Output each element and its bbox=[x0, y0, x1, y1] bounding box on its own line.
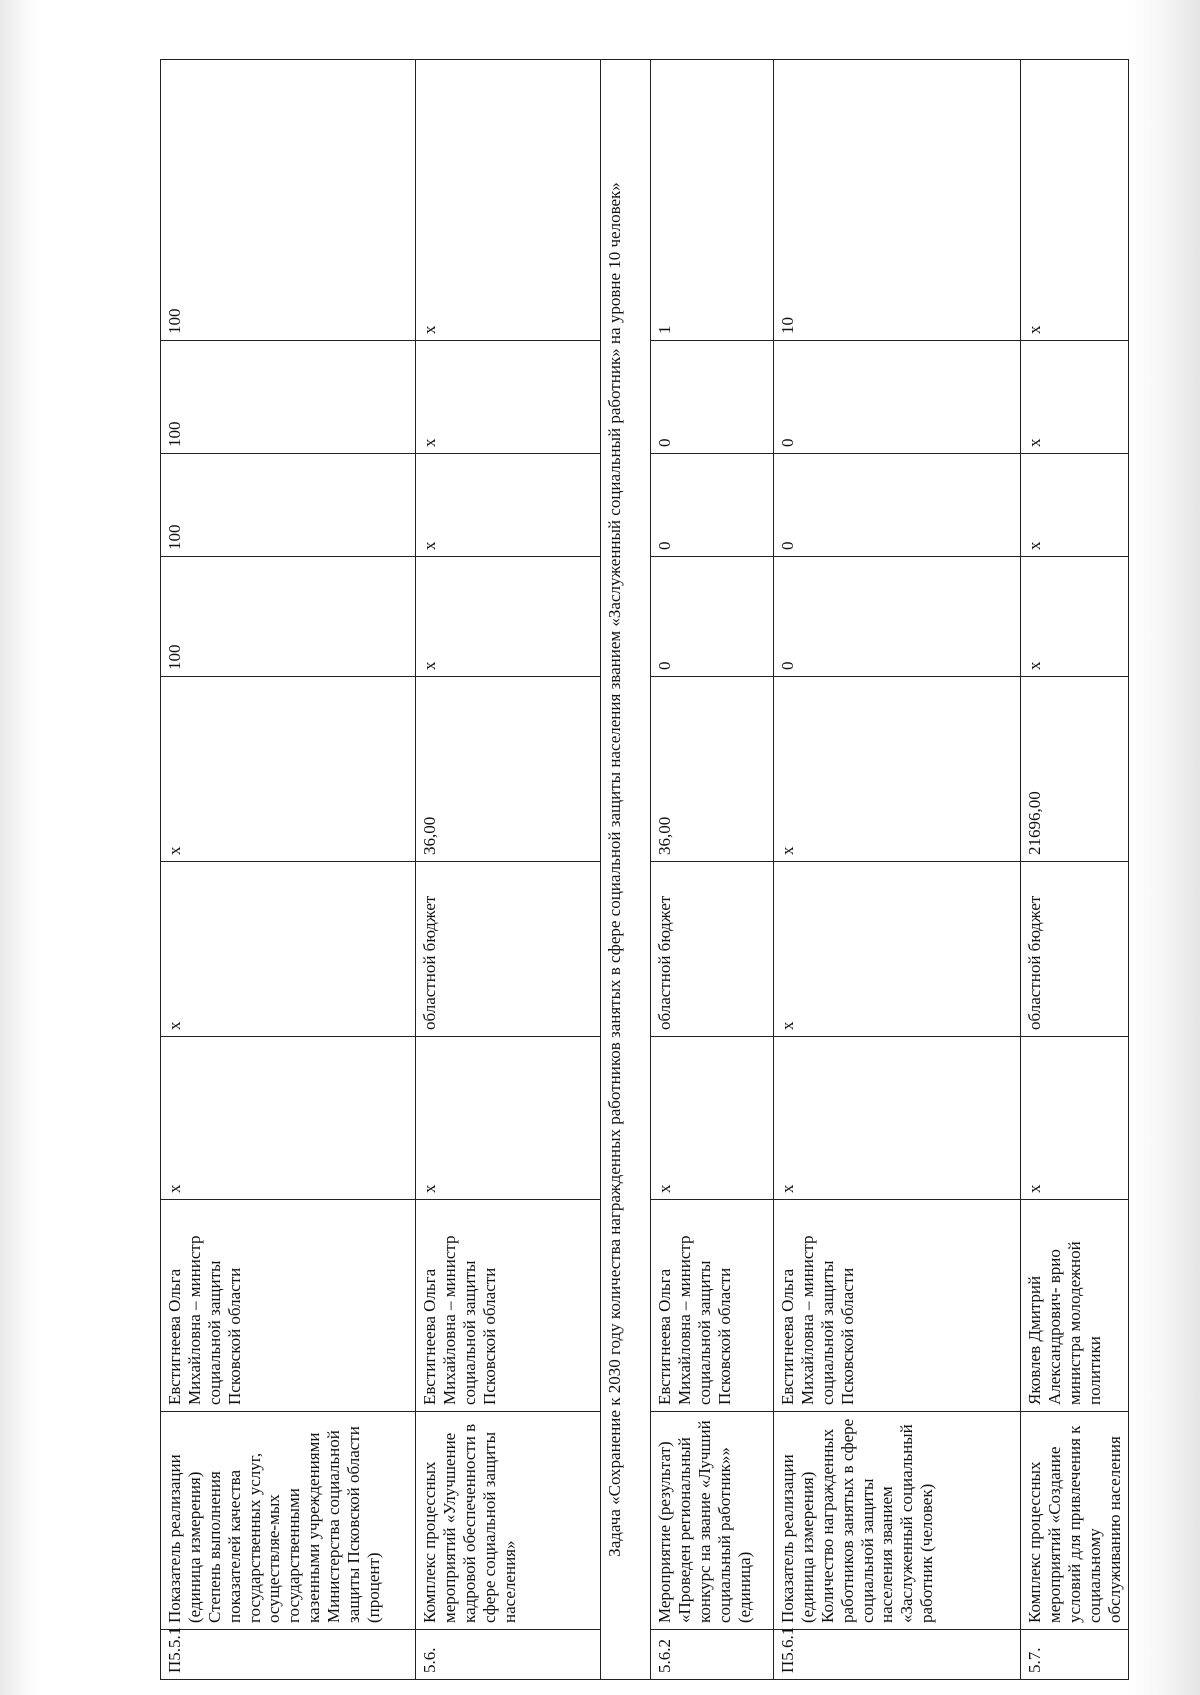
cell-value-4: х bbox=[1021, 60, 1129, 341]
row-number: 5.6.2 bbox=[651, 1630, 774, 1680]
cell-value-3: х bbox=[416, 341, 601, 454]
cell-value-3: 0 bbox=[651, 341, 774, 454]
row-number: 5.6. bbox=[416, 1630, 601, 1680]
cell-value-2: 0 bbox=[774, 454, 1021, 557]
table-row bbox=[1021, 60, 1129, 1680]
table-row bbox=[416, 60, 601, 1680]
table-row bbox=[161, 60, 416, 1680]
row-title: Комплекс процессных мероприятий «Создание условий для привлечения к социальному обслуживанию населения bbox=[1021, 1412, 1129, 1630]
scan-shadow-right bbox=[1130, 0, 1200, 1695]
cell-value-3: х bbox=[1021, 341, 1129, 454]
scan-shadow-left bbox=[0, 0, 40, 1695]
cell-funding-source: х bbox=[161, 862, 416, 1037]
cell-value-1: х bbox=[1021, 557, 1129, 677]
cell-value-3: 100 bbox=[161, 341, 416, 454]
cell-value-1: 0 bbox=[774, 557, 1021, 677]
cell-amount: 36,00 bbox=[651, 677, 774, 862]
row-number: П5.6.1 bbox=[774, 1630, 1021, 1680]
cell-col4: х bbox=[161, 1037, 416, 1200]
cell-value-1: 100 bbox=[161, 557, 416, 677]
cell-amount: 21696,00 bbox=[1021, 677, 1129, 862]
cell-value-1: 0 bbox=[651, 557, 774, 677]
cell-value-2: 100 bbox=[161, 454, 416, 557]
cell-col4: х bbox=[651, 1037, 774, 1200]
responsible-person: Евстигнеева Ольга Михайловна – министр социальной защиты Псковской области bbox=[161, 1200, 416, 1412]
task-heading: Задача «Сохранение к 2030 году количества награжденных работников занятых в сфере социальной защиты населения званием «Заслуженный социальный работник» на уровне 10 человек» bbox=[601, 60, 651, 1680]
table-row bbox=[651, 60, 774, 1680]
cell-col4: х bbox=[1021, 1037, 1129, 1200]
cell-amount: 36,00 bbox=[416, 677, 601, 862]
cell-value-2: х bbox=[416, 454, 601, 557]
cell-amount: х bbox=[161, 677, 416, 862]
cell-funding-source: областной бюджет bbox=[416, 862, 601, 1037]
rotated-table-page bbox=[160, 60, 1124, 1680]
cell-col4: х bbox=[416, 1037, 601, 1200]
cell-value-4: 100 bbox=[161, 60, 416, 341]
row-title: Показатель реализации (единица измерения) Количество награжденных работников занятых в сфере социальной защиты населения званием «Заслуженный социальный работник (человек) bbox=[774, 1412, 1021, 1630]
cell-amount: х bbox=[774, 677, 1021, 862]
row-title: Мероприятие (результат) «Проведен региональный конкурс на звание «Лучший социальный работник»» (единица) bbox=[651, 1412, 774, 1630]
cell-value-4: х bbox=[416, 60, 601, 341]
cell-value-3: 0 bbox=[774, 341, 1021, 454]
responsible-person: Евстигнеева Ольга Михайловна – министр социальной защиты Псковской области bbox=[651, 1200, 774, 1412]
cell-funding-source: х bbox=[774, 862, 1021, 1037]
table-row bbox=[774, 60, 1021, 1680]
cell-funding-source: областной бюджет bbox=[1021, 862, 1129, 1037]
responsible-person: Евстигнеева Ольга Михайловна – министр социальной защиты Псковской области bbox=[416, 1200, 601, 1412]
row-number: 5.7. bbox=[1021, 1630, 1129, 1680]
row-title: Комплекс процессных мероприятий «Улучшение кадровой обеспеченности в сфере социальной защиты населения» bbox=[416, 1412, 601, 1630]
task-row bbox=[601, 60, 651, 1680]
cell-value-2: 0 bbox=[651, 454, 774, 557]
program-table bbox=[160, 59, 1129, 1680]
cell-value-4: 10 bbox=[774, 60, 1021, 341]
cell-value-1: х bbox=[416, 557, 601, 677]
cell-funding-source: областной бюджет bbox=[651, 862, 774, 1037]
row-number: П5.5.1 bbox=[161, 1630, 416, 1680]
cell-value-2: х bbox=[1021, 454, 1129, 557]
row-title: Показатель реализации (единица измерения) Степень выполнения показателей качества государственных услуг, осуществляе-мых государственными казенными учреждениями Министерства социальной защиты Псковской области (процент) bbox=[161, 1412, 416, 1630]
responsible-person: Яковлев Дмитрий Александрович- врио министра молодежной политики bbox=[1021, 1200, 1129, 1412]
cell-value-4: 1 bbox=[651, 60, 774, 341]
responsible-person: Евстигнеева Ольга Михайловна – министр социальной защиты Псковской области bbox=[774, 1200, 1021, 1412]
cell-col4: х bbox=[774, 1037, 1021, 1200]
